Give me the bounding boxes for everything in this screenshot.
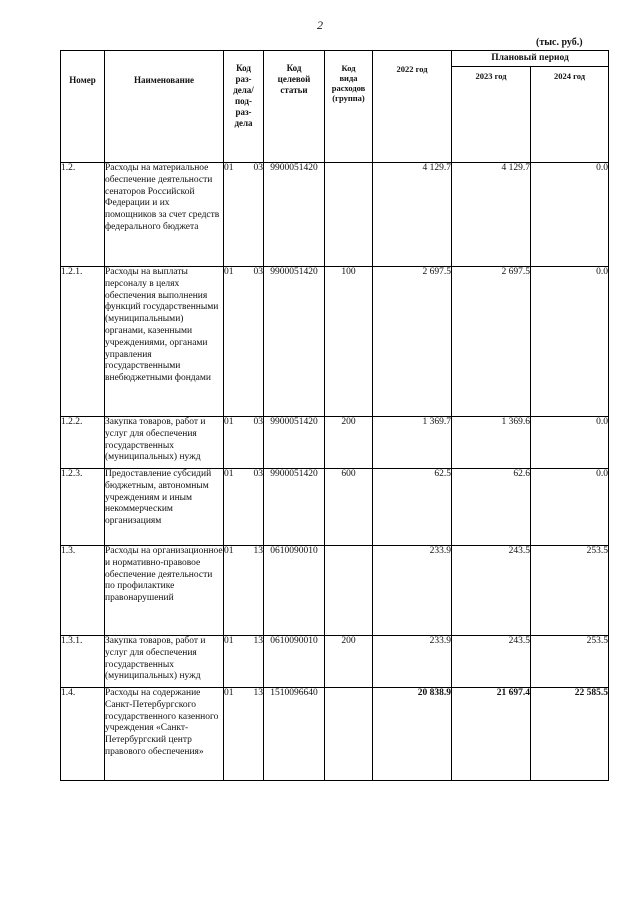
row-razdel: 01 13 (224, 688, 264, 781)
row-number: 1.2.2. (61, 417, 105, 469)
row-kvr (325, 688, 373, 781)
header-2024: 2024 год (531, 67, 609, 163)
table-row (61, 163, 609, 267)
table-row (61, 267, 609, 417)
row-2024: 0.0 (531, 417, 609, 469)
row-name: Расходы на содержание Санкт-Петербургского государственного казенного учреждения «Санкт-Петербургский центр правового обеспечения» (105, 688, 224, 781)
row-name: Расходы на материальное обеспечение деятельности сенаторов Российской Федерации и их помощников за счет средств федерального бюджета (105, 163, 224, 267)
row-razdel: 01 03 (224, 417, 264, 469)
row-target: 9900051420 (264, 267, 325, 417)
row-razdel: 01 03 (224, 469, 264, 546)
row-2024: 0.0 (531, 163, 609, 267)
row-kvr (325, 546, 373, 636)
row-target: 9900051420 (264, 163, 325, 267)
row-2024: 253.5 (531, 636, 609, 688)
row-2022: 4 129.7 (373, 163, 452, 267)
row-number: 1.3. (61, 546, 105, 636)
row-2024: 0.0 (531, 469, 609, 546)
table-row (61, 688, 609, 781)
row-2023: 62.6 (452, 469, 531, 546)
row-name: Расходы на организационное и нормативно-правовое обеспечение деятельности по профилактике правонарушений (105, 546, 224, 636)
row-number: 1.2.3. (61, 469, 105, 546)
row-2023: 243.5 (452, 636, 531, 688)
row-name: Расходы на выплаты персоналу в целях обеспечения выполнения функций государственными (муниципальными) органами, казенными учреждениями, органами управления государственными внебюджетными фондами (105, 267, 224, 417)
row-number: 1.2. (61, 163, 105, 267)
row-kvr: 200 (325, 636, 373, 688)
header-kod-vida: Код вида расходов (группа) (325, 51, 373, 163)
row-number: 1.4. (61, 688, 105, 781)
row-2023: 1 369.6 (452, 417, 531, 469)
row-2023: 2 697.5 (452, 267, 531, 417)
row-razdel: 01 03 (224, 163, 264, 267)
row-target: 9900051420 (264, 469, 325, 546)
table-row (61, 417, 609, 469)
row-2023: 21 697.4 (452, 688, 531, 781)
row-2023: 243.5 (452, 546, 531, 636)
table-row (61, 469, 609, 546)
row-razdel: 01 13 (224, 546, 264, 636)
units-label: (тыс. руб.) (536, 37, 583, 48)
row-2022: 2 697.5 (373, 267, 452, 417)
row-2022: 233.9 (373, 636, 452, 688)
row-2022: 20 838.9 (373, 688, 452, 781)
row-target: 0610090010 (264, 636, 325, 688)
table-row (61, 636, 609, 688)
row-kvr: 600 (325, 469, 373, 546)
row-name: Закупка товаров, работ и услуг для обеспечения государственных (муниципальных) нужд (105, 636, 224, 688)
row-razdel: 01 03 (224, 267, 264, 417)
row-2024: 0.0 (531, 267, 609, 417)
row-2022: 233.9 (373, 546, 452, 636)
row-target: 1510096640 (264, 688, 325, 781)
header-kod-razdela: Код раз- дела/ под- раз- дела (224, 51, 264, 163)
row-2022: 1 369.7 (373, 417, 452, 469)
header-naimenovanie: Наименование (105, 51, 224, 163)
header-2022: 2022 год (373, 51, 452, 163)
row-kvr: 200 (325, 417, 373, 469)
header-2023: 2023 год (452, 67, 531, 163)
header-nomer: Номер (61, 51, 105, 163)
row-target: 9900051420 (264, 417, 325, 469)
row-2022: 62.5 (373, 469, 452, 546)
budget-table (60, 50, 609, 781)
table-row (61, 546, 609, 636)
row-kvr: 100 (325, 267, 373, 417)
row-2024: 22 585.5 (531, 688, 609, 781)
row-number: 1.2.1. (61, 267, 105, 417)
row-2023: 4 129.7 (452, 163, 531, 267)
row-name: Предоставление субсидий бюджетным, автономным учреждениям и иным некоммерческим организациям (105, 469, 224, 546)
row-target: 0610090010 (264, 546, 325, 636)
header-planovy: Плановый период (452, 51, 609, 67)
row-2024: 253.5 (531, 546, 609, 636)
header-kod-tselevoy: Код целевой статьи (264, 51, 325, 163)
row-razdel: 01 13 (224, 636, 264, 688)
page-number: 2 (317, 18, 323, 32)
row-number: 1.3.1. (61, 636, 105, 688)
row-name: Закупка товаров, работ и услуг для обеспечения государственных (муниципальных) нужд (105, 417, 224, 469)
row-kvr (325, 163, 373, 267)
